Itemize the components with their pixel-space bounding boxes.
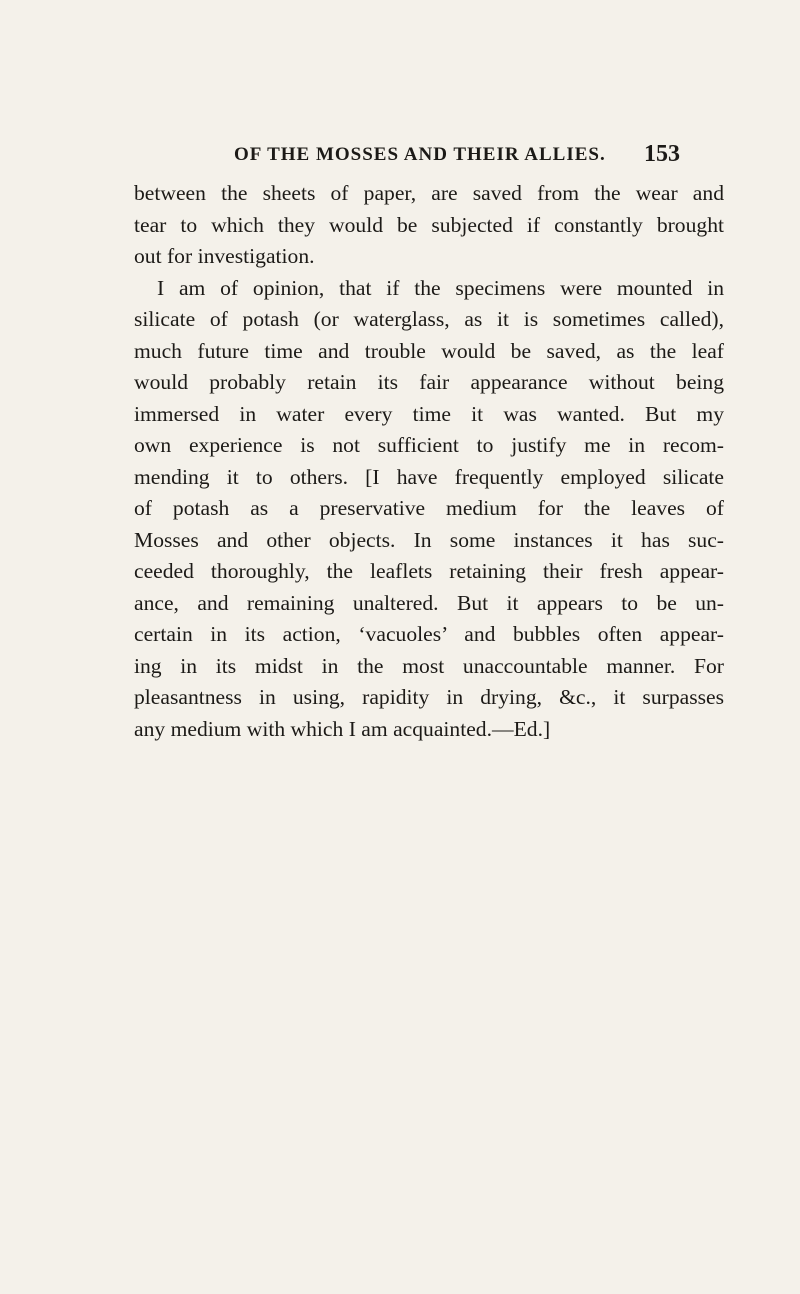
- page-number: 153: [644, 141, 680, 167]
- text-line: I am of opinion, that if the specimens were mounted in: [157, 275, 724, 300]
- text-line: ceeded thoroughly, the leaflets retaining their fresh appear-: [134, 559, 724, 583]
- text-line: ance, and remaining unaltered. But it appears to be un-: [134, 590, 724, 615]
- text-line: tear to which they would be subjected if constantly brought: [134, 212, 724, 237]
- text-line: any medium with which I am acquainted.—Ed.]: [134, 716, 551, 741]
- text-line: own experience is not sufficient to justify me in recom-: [134, 433, 724, 457]
- text-line: between the sheets of paper, are saved from the wear and: [134, 181, 724, 205]
- running-head: [234, 134, 680, 166]
- body-text: [134, 178, 724, 745]
- text-line: out for investigation.: [134, 244, 315, 268]
- running-title: OF THE MOSSES AND THEIR ALLIES.: [234, 144, 606, 165]
- text-line: of potash as a preservative medium for the leaves of: [134, 496, 724, 520]
- text-line: certain in its action, ‘vacuoles’ and bubbles often appear-: [134, 622, 724, 646]
- text-line: silicate of potash (or waterglass, as it is sometimes called),: [134, 307, 724, 331]
- text-line: mending it to others. [I have frequently employed silicate: [134, 464, 724, 489]
- text-line: immersed in water every time it was wanted. But my: [134, 401, 724, 426]
- text-line: much future time and trouble would be saved, as the leaf: [134, 338, 724, 363]
- text-line: Mosses and other objects. In some instances it has suc-: [134, 527, 724, 552]
- text-line: would probably retain its fair appearance without being: [134, 370, 724, 394]
- text-line: ing in its midst in the most unaccountable manner. For: [134, 653, 724, 678]
- text-line: pleasantness in using, rapidity in drying, &c., it surpasses: [134, 685, 724, 709]
